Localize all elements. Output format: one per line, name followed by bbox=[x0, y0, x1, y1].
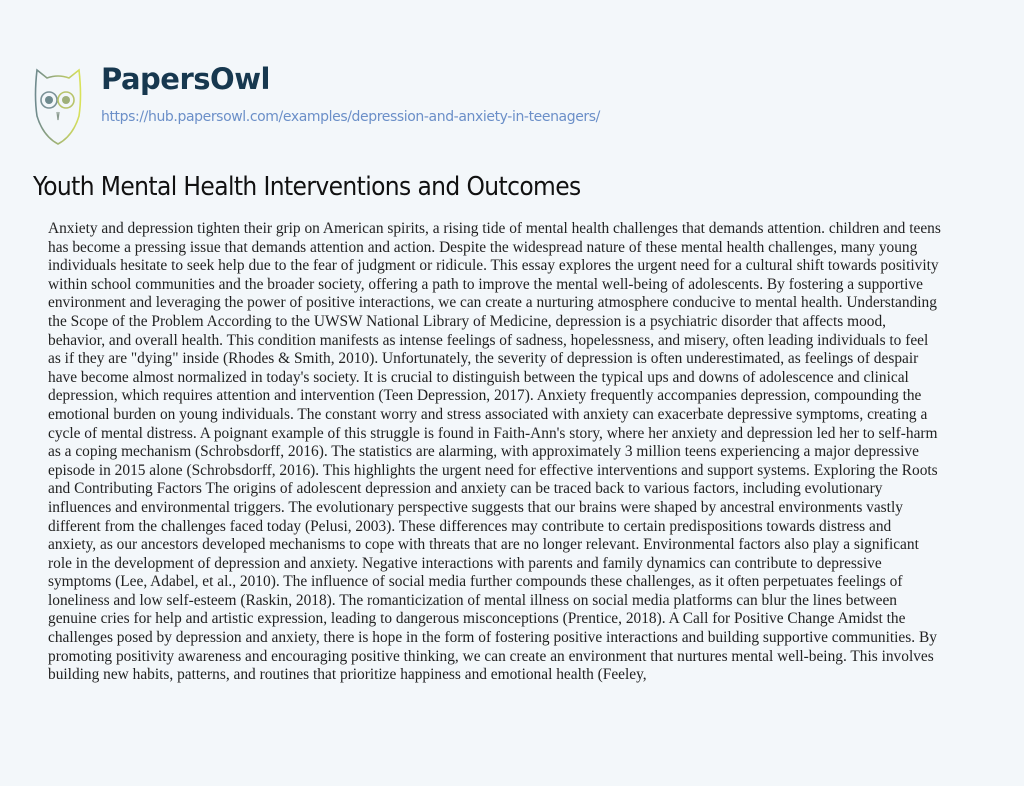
body-line: anxiety, as our ancestors developed mechanisms to cope with threats that are no longer relevant. Environmental factors also play a significant bbox=[48, 536, 919, 554]
body-line: have become almost normalized in today's society. It is crucial to distinguish between the typical ups and downs of adolescence and clinical bbox=[48, 368, 909, 386]
body-line: role in the development of depression and anxiety. Negative interactions with parents and family dynamics can contribute to depressive bbox=[48, 554, 882, 572]
body-line: genuine cries for help and artistic expression, leading to dangerous misconceptions (Prentice, 2018). A Call for Positive Change Amidst the bbox=[48, 610, 906, 628]
body-line: Anxiety and depression tighten their grip on American spirits, a rising tide of mental health challenges that demands attention. children and teens bbox=[48, 220, 941, 237]
essay-body bbox=[48, 220, 1008, 685]
body-line: emotional burden on young individuals. The constant worry and stress associated with anxiety can exacerbate depressive symptoms, creating a bbox=[48, 405, 928, 423]
body-line: individuals hesitate to seek help due to the fear of judgment or ridicule. This essay explores the urgent need for a cultural shift towards positivity bbox=[48, 257, 939, 275]
body-line: within school communities and the broader society, offering a path to improve the mental well-being of adolescents. By fostering a supportive bbox=[48, 275, 923, 293]
body-line: and Contributing Factors The origins of adolescent depression and anxiety can be traced back to various factors, including evolutionary bbox=[48, 480, 883, 498]
source-url-link[interactable]: https://hub.papersowl.com/examples/depression-and-anxiety-in-teenagers/ bbox=[101, 109, 600, 125]
page-title: Youth Mental Health Interventions and Outcomes bbox=[33, 172, 581, 202]
papersowl-logo-icon bbox=[33, 66, 83, 148]
body-line: challenges posed by depression and anxiety, there is hope in the form of fostering positive interactions and building supportive communities. By bbox=[48, 629, 937, 647]
body-line: influences and environmental triggers. The evolutionary perspective suggests that our brains were shaped by ancestral environments vastly bbox=[48, 498, 903, 516]
brand-name: PapersOwl bbox=[101, 62, 270, 96]
body-line: cycle of mental distress. A poignant example of this struggle is found in Faith-Ann's story, where her anxiety and depression led her to self-harm bbox=[48, 424, 938, 442]
body-line: symptoms (Lee, Adabel, et al., 2010). The influence of social media further compounds these challenges, as it often perpetuates feelings of bbox=[48, 573, 903, 591]
body-line: loneliness and low self-esteem (Raskin, 2018). The romanticization of mental illness on social media platforms can blur the lines between bbox=[48, 591, 897, 609]
body-line: the Scope of the Problem According to the UWSW National Library of Medicine, depression is a psychiatric disorder that affects mood, bbox=[48, 312, 886, 330]
body-line: as if they are "dying" inside (Rhodes & Smith, 2010). Unfortunately, the severity of depression is often underestimated, as feelings of despair bbox=[48, 350, 919, 368]
body-line: behavior, and overall health. This condition manifests as intense feelings of sadness, hopelessness, and misery, often leading individuals to feel bbox=[48, 331, 929, 349]
body-line: different from the challenges faced today (Pelusi, 2003). These differences may contribute to certain predispositions towards distress and bbox=[48, 517, 892, 535]
body-line: episode in 2015 alone (Schrobsdorff, 2016). This highlights the urgent need for effective interventions and support systems. Exploring the Roots bbox=[48, 461, 938, 479]
body-line: depression, which requires attention and intervention (Teen Depression, 2017). Anxiety frequently accompanies depression, compounding the bbox=[48, 387, 922, 405]
body-line: building new habits, patterns, and routines that prioritize happiness and emotional health (Feeley, bbox=[48, 666, 647, 684]
body-line: has become a pressing issue that demands attention and action. Despite the widespread nature of these mental health challenges, many young bbox=[48, 238, 918, 256]
body-line: environment and leveraging the power of positive interactions, we can create a nurturing atmosphere conducive to mental health. Understanding bbox=[48, 294, 937, 312]
body-line: promoting positivity awareness and encouraging positive thinking, we can create an environment that nurtures mental well-being. This involves bbox=[48, 647, 934, 665]
body-line: as a coping mechanism (Schrobsdorff, 2016). The statistics are alarming, with approximately 3 million teens experiencing a major depressive bbox=[48, 443, 919, 461]
